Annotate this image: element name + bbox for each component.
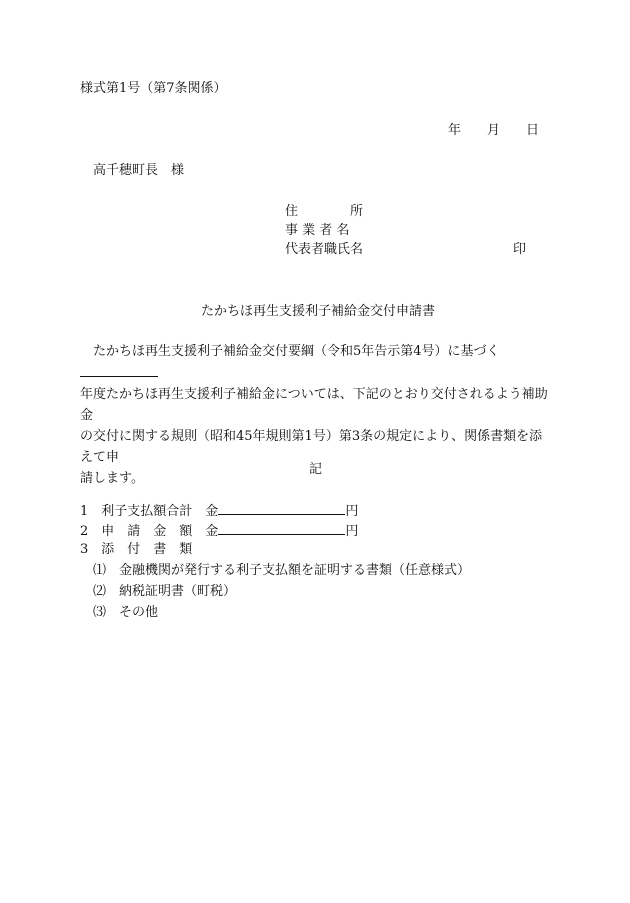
item-1-yen: 円 — [345, 504, 359, 519]
fiscal-year-blank[interactable] — [80, 362, 158, 377]
date-year: 年 — [448, 123, 462, 138]
attachment-2-number: ⑵ — [93, 584, 107, 599]
item-1-label: 利子支払額合計 — [101, 504, 193, 519]
item-3 — [80, 541, 192, 559]
document-title: たかちほ再生支援利子補給金交付申請書 — [201, 304, 436, 319]
attachment-3 — [93, 604, 158, 622]
body-line-4: 請します。 — [80, 471, 144, 486]
item-2-kin: 金 — [205, 524, 219, 539]
attachment-3-text: その他 — [119, 605, 159, 620]
interest-total-amount-blank[interactable] — [218, 500, 345, 515]
seal-mark: 印 — [513, 242, 527, 257]
address-label: 住 所 — [285, 204, 364, 219]
date-day: 日 — [526, 123, 540, 138]
item-1-kin: 金 — [205, 504, 219, 519]
body-line-1: たかちほ再生支援利子補給金交付要綱（令和5年告示第4号）に基づく — [80, 341, 552, 384]
item-2-label: 申 請 金 額 — [101, 524, 193, 539]
form-number: 様式第1号（第7条関係） — [80, 81, 227, 96]
item-1-number: 1 — [80, 504, 89, 519]
item-3-label: 添 付 書 類 — [101, 542, 193, 557]
item-3-number: 3 — [80, 542, 89, 557]
attachment-2-text: 納税証明書（町税） — [119, 584, 237, 599]
addressee: 高千穂町長 様 — [93, 163, 185, 178]
item-1 — [80, 500, 358, 521]
business-name-label: 事 業 者 名 — [285, 223, 350, 238]
item-2-number: 2 — [80, 524, 89, 539]
representative-label: 代表者職氏名 — [285, 242, 364, 257]
ki-heading: 記 — [309, 462, 323, 477]
application-amount-blank[interactable] — [218, 520, 345, 535]
attachment-1 — [93, 562, 470, 580]
attachment-3-number: ⑶ — [93, 605, 107, 620]
date-month: 月 — [487, 123, 501, 138]
attachment-2 — [93, 583, 236, 601]
attachment-1-text: 金融機関が発行する利子支払額を証明する書類（任意様式） — [119, 563, 471, 578]
date-line — [448, 122, 539, 140]
body-line-2: 年度たかちほ再生支援利子補給金については、下記のとおり交付されるよう補助金 — [80, 387, 548, 423]
body-line-3: の交付に関する規則（昭和45年規則第1号）第3条の規定により、関係書類を添えて申 — [80, 429, 543, 465]
attachment-1-number: ⑴ — [93, 563, 107, 578]
item-2 — [80, 520, 358, 541]
item-2-yen: 円 — [345, 524, 359, 539]
